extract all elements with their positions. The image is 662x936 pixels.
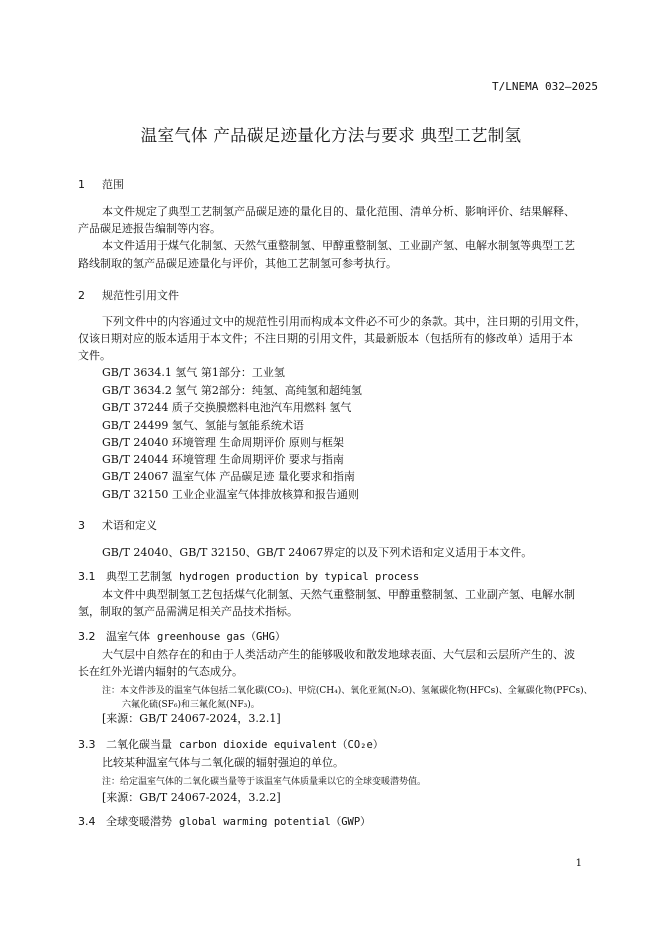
reference-item: GB/T 24044 环境管理 生命周期评价 要求与指南 [102, 453, 344, 466]
section-number: 2 [78, 289, 85, 302]
section-3-heading [78, 517, 157, 533]
section-number: 3 [78, 519, 85, 532]
term-3-2-heading [78, 628, 285, 644]
term-number: 3.1 [78, 570, 96, 583]
note-line: 注：给定温室气体的二氧化碳当量等于该温室气体质量乘以它的全球变暖潜势值。 [102, 777, 427, 787]
source-citation: [来源：GB/T 24067-2024，3.2.1] [102, 712, 281, 725]
reference-item: GB/T 37244 质子交换膜燃料电池汽车用燃料 氢气 [102, 401, 352, 414]
paragraph-line: 产品碳足迹报告编制等内容。 [78, 222, 221, 235]
page-number: 1 [575, 858, 582, 869]
paragraph-line: 本文件规定了典型工艺制氢产品碳足迹的量化目的、量化范围、清单分析、影响评价、结果解释、 [102, 205, 575, 218]
paragraph-line: 路线制取的氢产品碳足迹量化与评价，其他工艺制氢可参考执行。 [78, 257, 397, 270]
paragraph-line: 氢，制取的氢产品需满足相关产品技术指标。 [78, 605, 298, 618]
reference-item: GB/T 24499 氢气、氢能与氢能系统术语 [102, 419, 304, 432]
term-3-3-heading [78, 736, 383, 752]
term-number: 3.3 [78, 738, 96, 751]
term-english: hydrogen production by typical process [179, 571, 420, 583]
reference-item: GB/T 24040 环境管理 生命周期评价 原则与框架 [102, 436, 344, 449]
reference-item: GB/T 24067 温室气体 产品碳足迹 量化要求和指南 [102, 470, 355, 483]
reference-item: GB/T 3634.1 氢气 第1部分：工业氢 [102, 366, 285, 379]
term-english: carbon dioxide equivalent（CO₂e） [179, 739, 384, 751]
term-3-4-heading [78, 813, 371, 829]
section-number: 1 [78, 178, 85, 191]
paragraph-line: 比较某种温室气体与二氧化碳的辐射强迫的单位。 [102, 756, 344, 769]
section-title: 术语和定义 [102, 519, 157, 532]
paragraph-line: 下列文件中的内容通过文中的规范性引用而构成本文件必不可少的条款。其中，注日期的引用文件， [102, 315, 586, 328]
term-chinese: 二氧化碳当量 [106, 738, 172, 751]
document-title: 温室气体 产品碳足迹量化方法与要求 典型工艺制氢 [140, 126, 522, 145]
section-2-heading [78, 287, 179, 303]
paragraph-line: GB/T 24040、GB/T 32150、GB/T 24067界定的以及下列术语和定义适用于本文件。 [102, 546, 533, 559]
note-line: 注：本文件涉及的温室气体包括二氧化碳(CO₂)、甲烷(CH₄)、氧化亚氮(N₂O)、氢氟碳化物(HFCs)、全氟碳化物(PFCs)、 [102, 686, 593, 696]
paragraph-line: 仅该日期对应的版本适用于本文件；不注日期的引用文件，其最新版本（包括所有的修改单）适用于本 [78, 332, 573, 345]
section-title: 规范性引用文件 [102, 289, 179, 302]
term-chinese: 温室气体 [106, 630, 150, 643]
term-english: greenhouse gas（GHG） [157, 631, 286, 643]
reference-item: GB/T 32150 工业企业温室气体排放核算和报告通则 [102, 488, 359, 501]
term-number: 3.4 [78, 815, 96, 828]
paragraph-line: 大气层中自然存在的和由于人类活动产生的能够吸收和散发地球表面、大气层和云层所产生的、波 [102, 648, 575, 661]
paragraph-line: 长在红外光谱内辐射的气态成分。 [78, 665, 243, 678]
term-3-1-heading [78, 568, 419, 584]
term-english: global warming potential（GWP） [179, 816, 371, 828]
note-line: 六氟化硫(SF₆)和三氟化氮(NF₃)。 [122, 700, 260, 710]
term-chinese: 全球变暖潜势 [106, 815, 172, 828]
paragraph-line: 文件。 [78, 349, 111, 362]
paragraph-line: 本文件适用于煤气化制氢、天然气重整制氢、甲醇重整制氢、工业副产氢、电解水制氢等典型工艺 [102, 239, 575, 252]
reference-item: GB/T 3634.2 氢气 第2部分：纯氢、高纯氢和超纯氢 [102, 384, 362, 397]
paragraph-line: 本文件中典型制氢工艺包括煤气化制氢、天然气重整制氢、甲醇重整制氢、工业副产氢、电解水制 [102, 588, 575, 601]
section-1-heading [78, 176, 124, 192]
document-id: T/LNEMA 032—2025 [492, 80, 598, 93]
term-chinese: 典型工艺制氢 [106, 570, 172, 583]
source-citation: [来源：GB/T 24067-2024，3.2.2] [102, 791, 281, 804]
section-title: 范围 [102, 178, 124, 191]
term-number: 3.2 [78, 630, 96, 643]
